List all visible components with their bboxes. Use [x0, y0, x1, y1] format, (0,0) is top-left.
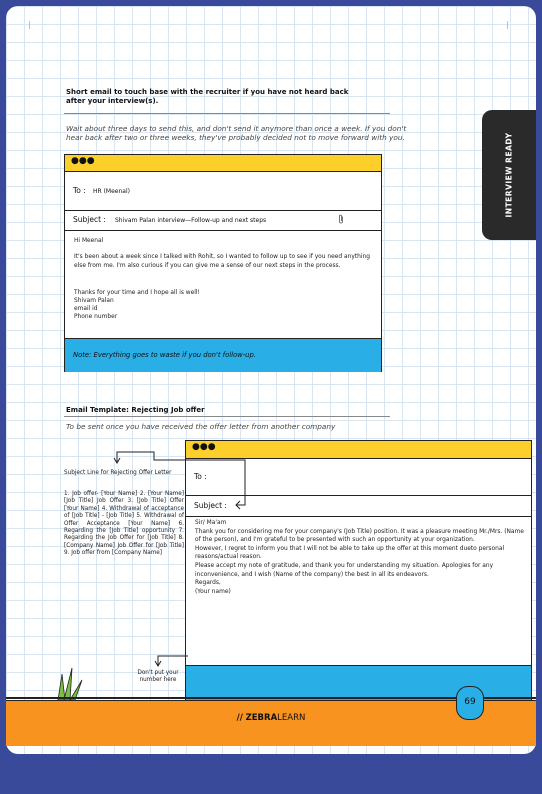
email-closing: Thanks for your time and I hope all is well! — [74, 290, 200, 296]
grass-icon — [58, 668, 82, 700]
section2-intro: To be sent once you have received the offer letter from another company — [66, 422, 336, 431]
signature-name: Shivam Palan — [74, 298, 114, 304]
email-paragraph: However, I regret to inform you that I will not be able to take up the offer at this moment dueto personal reasons/actual reason. — [195, 545, 505, 561]
to-value: HR (Meenal) — [93, 188, 130, 195]
email-paragraph: It's been about a week since I talked with Rohit, so I wanted to follow up to see if you need anything else from me. I'm also curious if you can give me a sense of our next steps in the process. — [74, 254, 370, 269]
crop-mark-icon: | — [506, 20, 509, 29]
subject-label: Subject : — [194, 501, 227, 510]
brand-name-light: LEARN — [277, 713, 306, 723]
arrow-to-number — [158, 656, 188, 666]
section2-title: Email Template: Rejecting Job offer — [66, 406, 205, 414]
crop-mark-icon: | — [28, 20, 31, 29]
brand-name-bold: ZEBRA — [245, 713, 278, 723]
to-label: To : — [194, 472, 207, 481]
section1-title: Short email to touch base with the recruiter if you have not heard back after your interview(s). — [66, 88, 349, 105]
side-tab-label: INTERVIEW READY — [504, 132, 514, 218]
annotation-number-warning: Don't put your number here — [137, 670, 179, 684]
email-signature: (Your name) — [195, 588, 231, 595]
window-dots-icon: ●●● — [192, 442, 216, 452]
page-number: 69 — [456, 686, 484, 720]
signature-phone: Phone number — [74, 314, 118, 320]
follow-up-note: Note: Everything goes to waste if you don't follow-up. — [73, 351, 256, 359]
email-greeting: Hi Meenal — [74, 238, 104, 244]
brand-logo — [6, 713, 536, 723]
to-label: To : — [73, 186, 86, 195]
window-dots-icon: ●●● — [71, 156, 95, 166]
email-paragraph: Thank you for considering me for your company's (Job Title) position. It was a pleasure meeting Mr./Mrs. (Name of the person), and I'm grateful to be presented with such an opportunity at your organization. — [195, 528, 524, 544]
annotation-subject-list: 1. Job offer- [Your Name] 2. [Your Name] [Job Title] Job Offer 3. [Job Title] Offer [Your Name] 4. Withdrawal of acceptance of [Job Title] - [Job Title] 5. Withdrawal of Offer Acceptance [Your Name] 6. Regarding the [Job Title] opportunity 7. Regarding the Job Offer for [Job Title] 8. [Company Name] Job Offer for [Job Title] 9. Job offer from [Company Name] — [64, 491, 184, 557]
signature-email: email id — [74, 306, 98, 312]
email-paragraph: Please accept my note of gratitude, and thank you for understanding my situation. Apologies for any inconvenience, and I wish (Name of the company) the best in all its endeavors. — [195, 562, 494, 578]
section1-intro: Wait about three days to send this, and don't send it anymore than once a week. If you don't hear back after two or three weeks, they've probably decided not to move forward with you. — [66, 124, 407, 142]
subject-label: Subject : — [73, 215, 106, 224]
annotation-subject-line: Subject Line for Rejecting Offer Letter — [64, 470, 172, 476]
subject-value: Shivam Palan interview—Follow-up and next steps — [115, 217, 267, 224]
email-signoff: Regards, — [195, 580, 221, 587]
brand-mark-icon: // — [236, 713, 243, 723]
arrow-to-subject — [117, 452, 245, 505]
email-salutation: Sir/ Ma'am — [195, 520, 227, 526]
bottom-frame — [0, 754, 542, 794]
